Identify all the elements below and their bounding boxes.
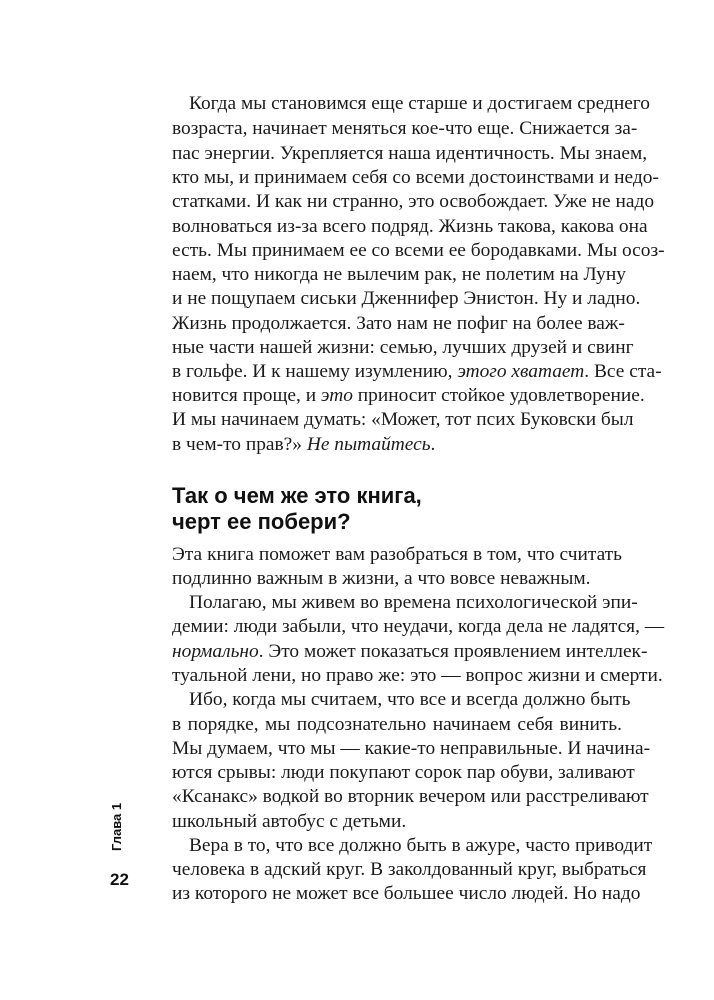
text-line: Полагаю, мы живем во времена психологической эпи- <box>189 592 638 613</box>
text-line <box>172 384 645 408</box>
text-line: Мы думаем, что мы — какие-то неправильные. И начина- <box>172 738 651 759</box>
text-line: туальной лени, но право же: это — вопрос жизни и смерти. <box>172 665 663 686</box>
text-line <box>172 360 662 384</box>
text-line: демии: люди забыли, что неудачи, когда дела не ладятся, — <box>172 616 665 637</box>
text-line: пас энергии. Укрепляется наша идентичность. Мы знаем, <box>172 143 648 164</box>
heading-line: черт ее побери? <box>172 509 351 534</box>
text-run: новится проще, и <box>172 385 321 406</box>
chapter-label: Глава 1 <box>109 802 124 851</box>
emphasis-text: этого хватает <box>457 361 585 382</box>
heading-line: Так о чем же это книга, <box>172 483 422 508</box>
text-line <box>172 433 622 457</box>
text-line: и не пощупаем сиськи Дженнифер Энистон. Ну и ладно. <box>172 288 641 309</box>
text-line: кто мы, и принимаем себя со всеми достоинствами и недо- <box>172 167 659 188</box>
emphasis-text: Не пытайтесь <box>306 434 431 455</box>
text-run: . Все ста- <box>584 361 662 382</box>
text-line: из которого не может все большее число людей. Но надо <box>172 883 641 904</box>
emphasis-text: это <box>320 385 353 406</box>
text-line: Эта книга поможет вам разобраться в том, что считать <box>172 544 622 565</box>
text-run: в гольфе. И к нашему изумлению, <box>172 361 458 382</box>
text-line: «Ксанакс» водкой во вторник вечером или расстреливают <box>172 786 649 807</box>
text-line: ются срывы: люди покупают сорок пар обуви, заливают <box>172 762 635 783</box>
emphasis-text: нормально <box>172 641 259 662</box>
text-line: Жизнь продолжается. Зато нам не пофиг на более важ- <box>172 313 625 334</box>
page-number: 22 <box>110 870 129 889</box>
text-line: наем, что никогда не вылечим рак, не полетим на Луну <box>172 264 626 285</box>
text-line: школьный автобус с детьми. <box>172 811 407 832</box>
text-run: . Это может показаться проявлением интеллек- <box>258 641 648 662</box>
text-line: Ибо, когда мы считаем, что все и всегда должно быть <box>189 689 631 710</box>
text-line: И мы начинаем думать: «Может, тот псих Буковски был <box>172 409 634 430</box>
text-line: в порядке, мы подсознательно начинаем себя винить. <box>172 714 622 735</box>
text-run: приносит стойкое удовлетворение. <box>352 385 645 406</box>
text-line: подлинно важным в жизни, а что вовсе неважным. <box>172 568 591 589</box>
text-line: волноваться из-за всего подряд. Жизнь такова, какова она <box>172 216 648 237</box>
text-line <box>172 640 648 664</box>
text-run: в чем-то прав?» <box>172 434 307 455</box>
text-line: возраста, начинает меняться кое-что еще. Снижается за- <box>172 118 638 139</box>
text-line: статками. И как ни странно, это освобождает. Уже не надо <box>172 191 655 212</box>
text-line: Вера в то, что все должно быть в ажуре, часто приводит <box>189 835 653 856</box>
text-line: есть. Мы принимаем ее со всеми ее бородавками. Мы осоз- <box>172 240 665 261</box>
text-run: . <box>430 434 436 455</box>
text-line: ные части нашей жизни: семью, лучших друзей и свинг <box>172 337 634 358</box>
text-line: человека в адский круг. В заколдованный круг, выбраться <box>172 859 647 880</box>
text-line: Когда мы становимся еще старше и достигаем среднего <box>189 93 650 114</box>
